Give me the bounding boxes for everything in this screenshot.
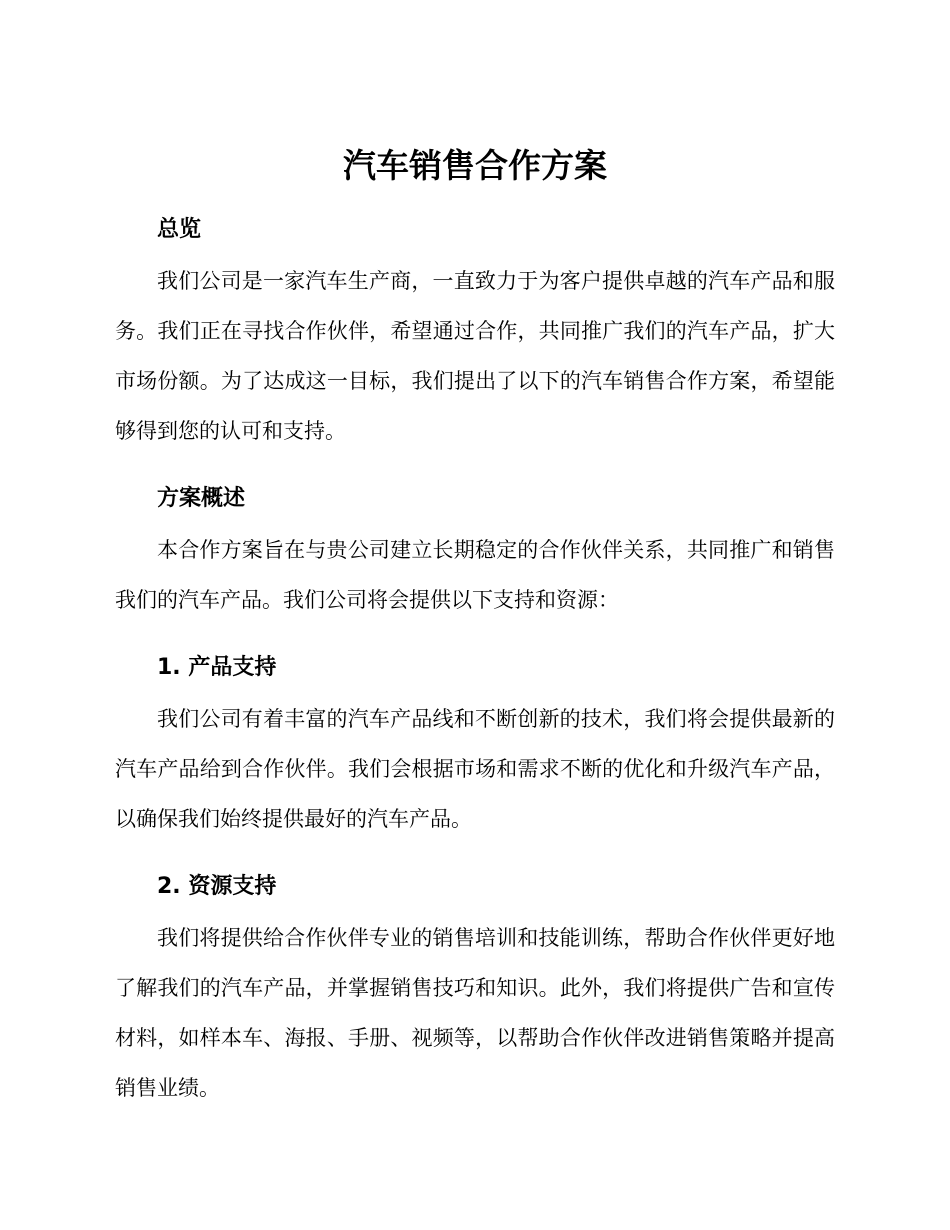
section-heading-product-support: 1. 产品支持: [157, 655, 277, 681]
document-title: 汽车销售合作方案: [343, 146, 607, 185]
section-heading-overview: 总览: [157, 216, 202, 242]
paragraph-resource-support: 我们将提供给合作伙伴专业的销售培训和技能训练，帮助合作伙伴更好地了解我们的汽车产品，并掌握销售技巧和知识。此外，我们将提供广告和宣传材料，如样本车、海报、手册、视频等，以帮助合作伙伴改进销售策略并提高销售业绩。: [115, 926, 835, 1101]
paragraph-product-support: 我们公司有着丰富的汽车产品线和不断创新的技术，我们将会提供最新的汽车产品给到合作伙伴。我们会根据市场和需求不断的优化和升级汽车产品，以确保我们始终提供最好的汽车产品。: [115, 707, 835, 832]
paragraph-overview: 我们公司是一家汽车生产商，一直致力于为客户提供卓越的汽车产品和服务。我们正在寻找合作伙伴，希望通过合作，共同推广我们的汽车产品，扩大市场份额。为了达成这一目标，我们提出了以下的汽车销售合作方案，希望能够得到您的认可和支持。: [115, 269, 835, 443]
section-heading-plan-summary: 方案概述: [157, 485, 246, 511]
section-heading-resource-support: 2. 资源支持: [157, 874, 277, 900]
paragraph-plan-summary: 本合作方案旨在与贵公司建立长期稳定的合作伙伴关系，共同推广和销售我们的汽车产品。我们公司将会提供以下支持和资源：: [115, 538, 835, 613]
